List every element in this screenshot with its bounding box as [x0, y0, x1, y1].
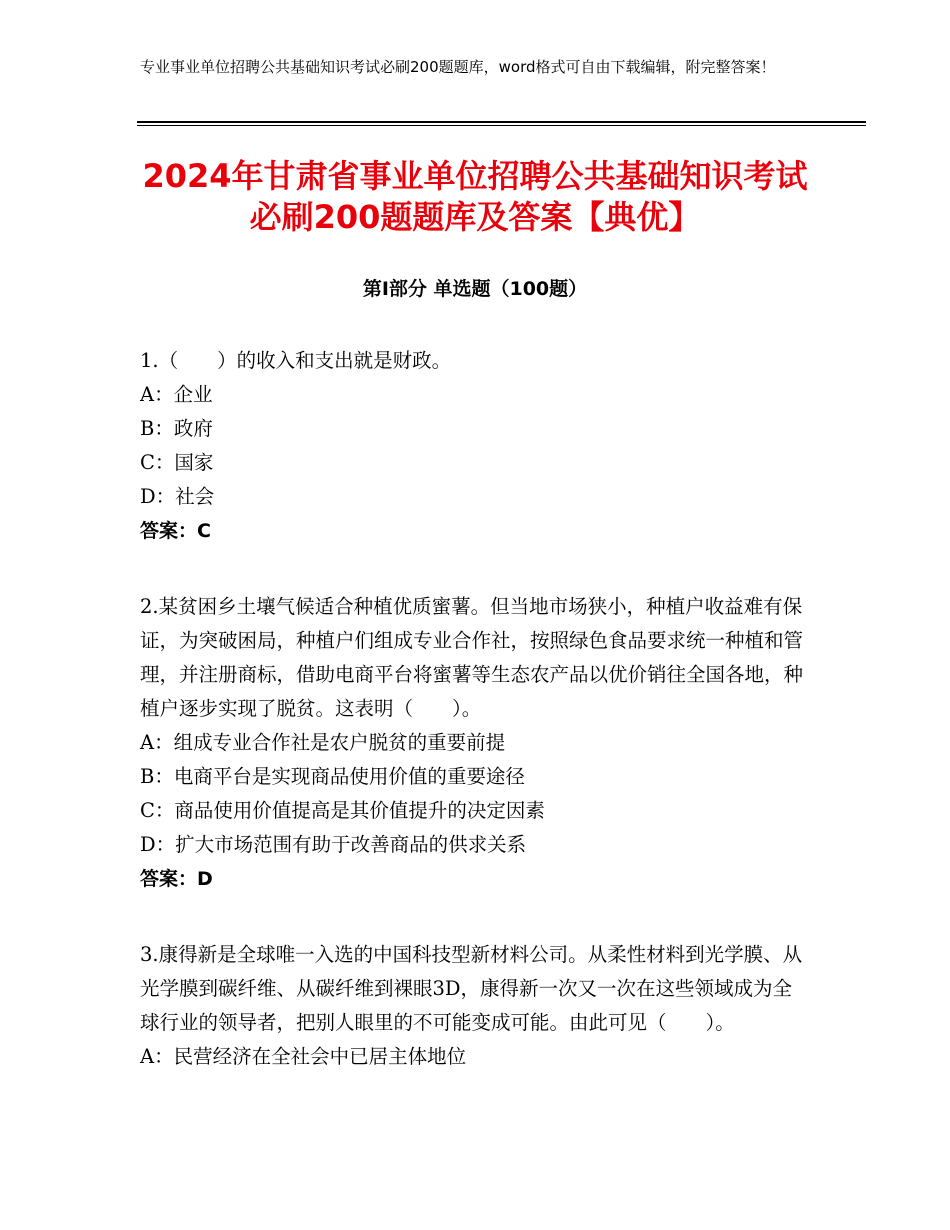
- option-a: A：企业: [140, 383, 213, 406]
- header-divider-thin: [137, 125, 866, 126]
- answer-label: 答案：D: [140, 868, 213, 890]
- answer-label: 答案：C: [140, 520, 211, 542]
- question-stem: 3.康得新是全球唯一入选的中国科技型新材料公司。从柔性材料到光学膜、从光学膜到碳纤维、从碳纤维到裸眼3D，康得新一次又一次在这些领域成为全球行业的领导者，把别人眼里的不可能变成可能。由此可见（ ）。: [140, 943, 803, 1034]
- option-b: B：政府: [140, 417, 213, 440]
- question-1: [140, 344, 810, 548]
- option-d: D：社会: [140, 485, 215, 508]
- option-a: A：组成专业合作社是农户脱贫的重要前提: [140, 731, 506, 754]
- question-3: [140, 938, 810, 1074]
- header-divider-thick: [137, 121, 866, 123]
- option-c: C：国家: [140, 451, 214, 474]
- section-title: 第Ⅰ部分 单选题（100题）: [362, 278, 588, 300]
- option-b: B：电商平台是实现商品使用价值的重要途径: [140, 765, 525, 788]
- option-c: C：商品使用价值提高是其价值提升的决定因素: [140, 799, 545, 822]
- question-list: [140, 344, 810, 1116]
- question-stem: 2.某贫困乡土壤气候适合种植优质蜜薯。但当地市场狭小，种植户收益难有保证，为突破困局，种植户们组成专业合作社，按照绿色食品要求统一种植和管理，并注册商标，借助电商平台将蜜薯等生态农产品以优价销往全国各地，种植户逐步实现了脱贫。这表明（ ）。: [140, 595, 804, 720]
- document-title: 2024年甘肃省事业单位招聘公共基础知识考试必刷200题题库及答案【典优】: [142, 157, 808, 236]
- option-d: D：扩大市场范围有助于改善商品的供求关系: [140, 833, 527, 856]
- question-stem: 1.（ ）的收入和支出就是财政。: [140, 349, 452, 372]
- question-2: [140, 590, 810, 896]
- header-note: 专业事业单位招聘公共基础知识考试必刷200题题库，word格式可自由下载编辑，附完整答案！: [140, 58, 776, 76]
- option-a: A：民营经济在全社会中已居主体地位: [140, 1045, 467, 1068]
